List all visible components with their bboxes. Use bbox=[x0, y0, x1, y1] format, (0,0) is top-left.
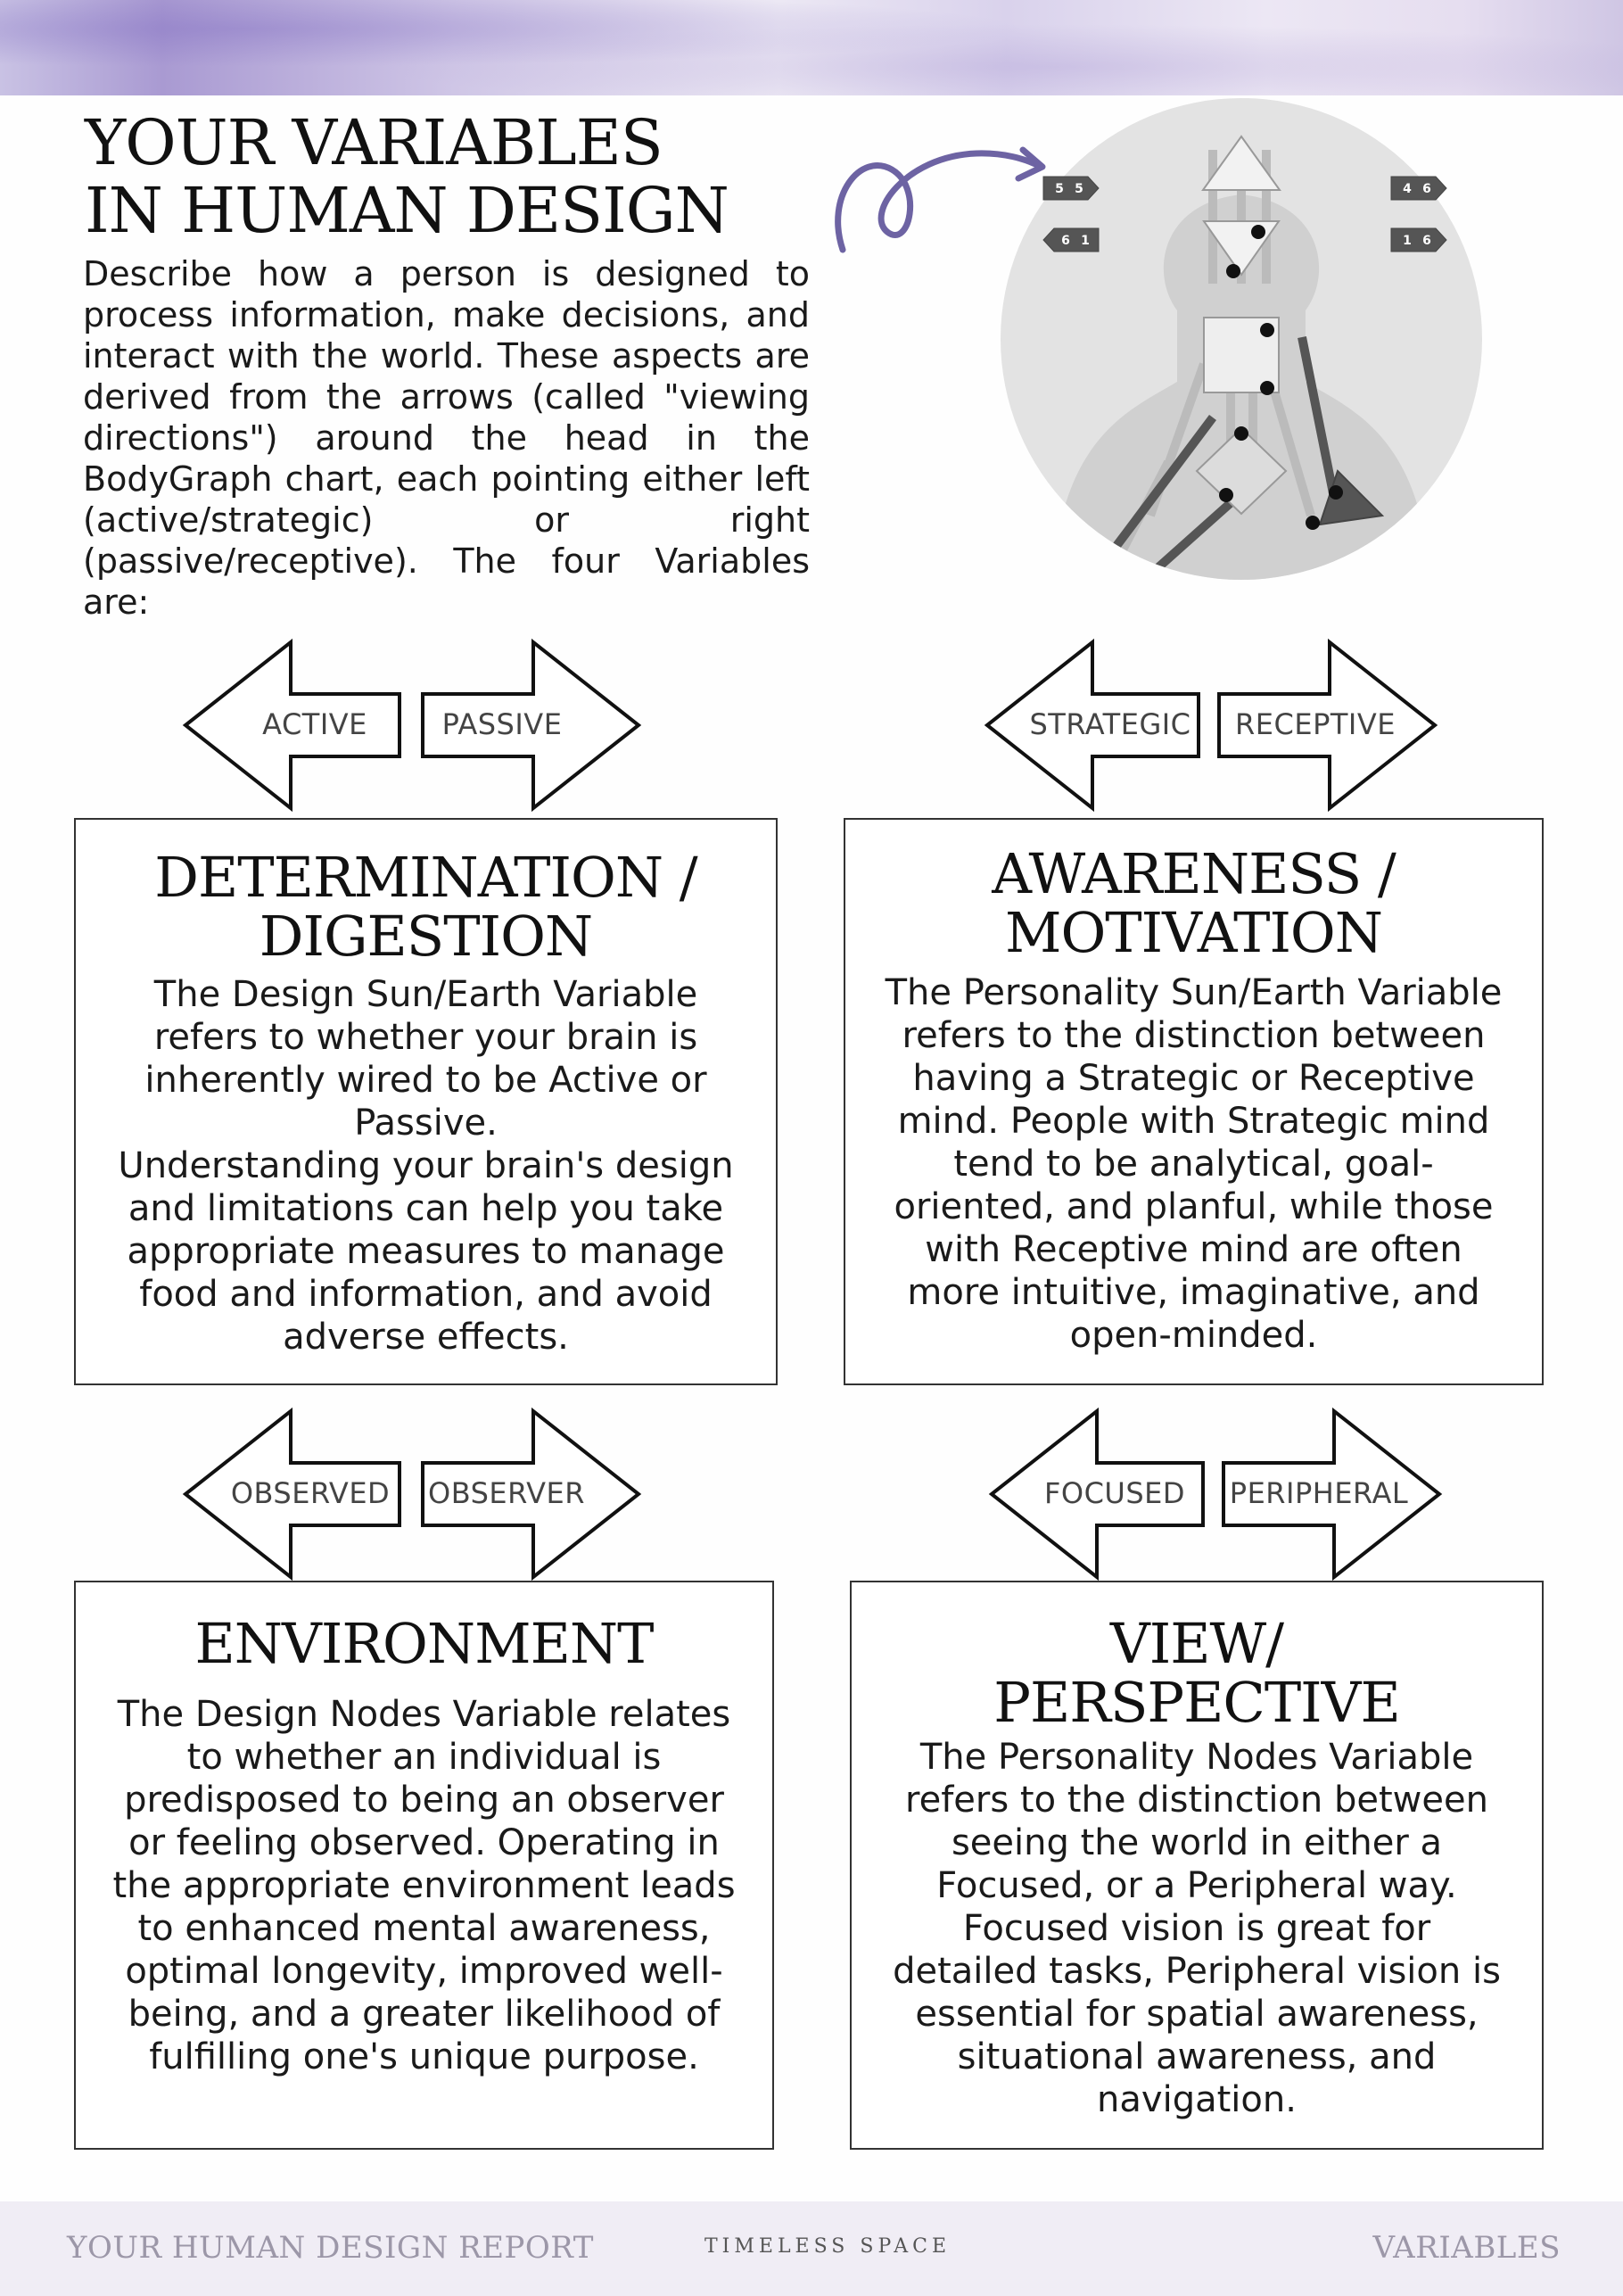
card-title: AWARENESS / MOTIVATION bbox=[992, 841, 1396, 965]
svg-text:6: 6 bbox=[1422, 182, 1431, 196]
card-text: The Personality Sun/Earth Variable refers to the distinction between having a Strategic or Receptive mind. People with Strategic mind tend to be analytical, goal- oriented, and planful, while those with Receptive mind are often more intuitive, imaginative, and open-minded. bbox=[885, 972, 1503, 1356]
arrow-label-observer: OBSERVER bbox=[428, 1476, 585, 1510]
arrow-label-observed: OBSERVED bbox=[230, 1476, 391, 1510]
card-text: The Design Sun/Earth Variable refers to whether your brain is inherently wired to be Active or Passive. Understanding your brain's design and limitations can help you take appropriate measures to manage food and information, and avoid adverse effects. bbox=[118, 974, 734, 1358]
arrow-pair-focused-peripheral bbox=[992, 1409, 1439, 1579]
title-line-2: IN HUMAN DESIGN bbox=[85, 174, 729, 247]
svg-text:1: 1 bbox=[1403, 234, 1412, 248]
page-title bbox=[85, 106, 729, 247]
svg-text:4: 4 bbox=[1403, 182, 1412, 196]
svg-text:5: 5 bbox=[1075, 182, 1083, 196]
arrow-label-receptive: RECEPTIVE bbox=[1235, 707, 1396, 741]
arrow-label-focused: FOCUSED bbox=[1043, 1476, 1186, 1510]
variable-card-environment bbox=[74, 1581, 774, 2150]
card-title: ENVIRONMENT bbox=[194, 1611, 654, 1676]
card-text: The Personality Nodes Variable refers to the distinction between seeing the world in either a Focused, or a Peripheral way. Focused vision is great for detailed tasks, Peripheral vision is essential for spatial awareness, situational awareness, and navigation. bbox=[893, 1737, 1501, 2120]
svg-text:1: 1 bbox=[1081, 234, 1090, 248]
svg-text:6: 6 bbox=[1061, 234, 1070, 248]
footer-section-name: VARIABLES bbox=[1372, 2230, 1561, 2266]
card-title: DETERMINATION / DIGESTION bbox=[154, 845, 697, 969]
bodygraph-chart-image bbox=[999, 96, 1485, 582]
decorative-top-band bbox=[0, 0, 1623, 95]
svg-text:5: 5 bbox=[1055, 182, 1064, 196]
variable-card-determination bbox=[74, 818, 778, 1385]
arrow-pair-active-passive bbox=[185, 640, 638, 810]
svg-text:6: 6 bbox=[1422, 234, 1431, 248]
arrow-label-passive: PASSIVE bbox=[441, 707, 563, 741]
arrow-pair-strategic-receptive bbox=[987, 640, 1435, 810]
intro-paragraph: Describe how a person is designed to process information, make decisions, and interact with the world. These aspects are derived from the arrows (called "viewing directions") around the head in the BodyGraph chart, each pointing either left (active/strategic) or right (passive/receptive). The four Variables are: bbox=[83, 254, 810, 622]
title-line-1: YOUR VARIABLES bbox=[85, 106, 663, 179]
card-title: VIEW/ PERSPECTIVE bbox=[993, 1611, 1400, 1735]
variable-card-awareness bbox=[844, 818, 1544, 1385]
arrow-pair-observed-observer bbox=[185, 1409, 638, 1579]
footer-brand: TIMELESS SPACE bbox=[704, 2235, 952, 2258]
card-text: The Design Nodes Variable relates to whether an individual is predisposed to being an observer or feeling observed. Operating in the appropriate environment leads to enhanced mental awareness, optimal longevity, improved well- being, and a greater likelihood of fulfilling one's unique purpose. bbox=[112, 1694, 736, 2077]
arrow-label-peripheral: PERIPHERAL bbox=[1229, 1476, 1409, 1510]
variable-card-view bbox=[850, 1581, 1544, 2150]
arrow-label-strategic: STRATEGIC bbox=[1029, 707, 1191, 741]
arrow-label-active: ACTIVE bbox=[262, 707, 367, 741]
footer-report-title: YOUR HUMAN DESIGN REPORT bbox=[67, 2230, 594, 2266]
